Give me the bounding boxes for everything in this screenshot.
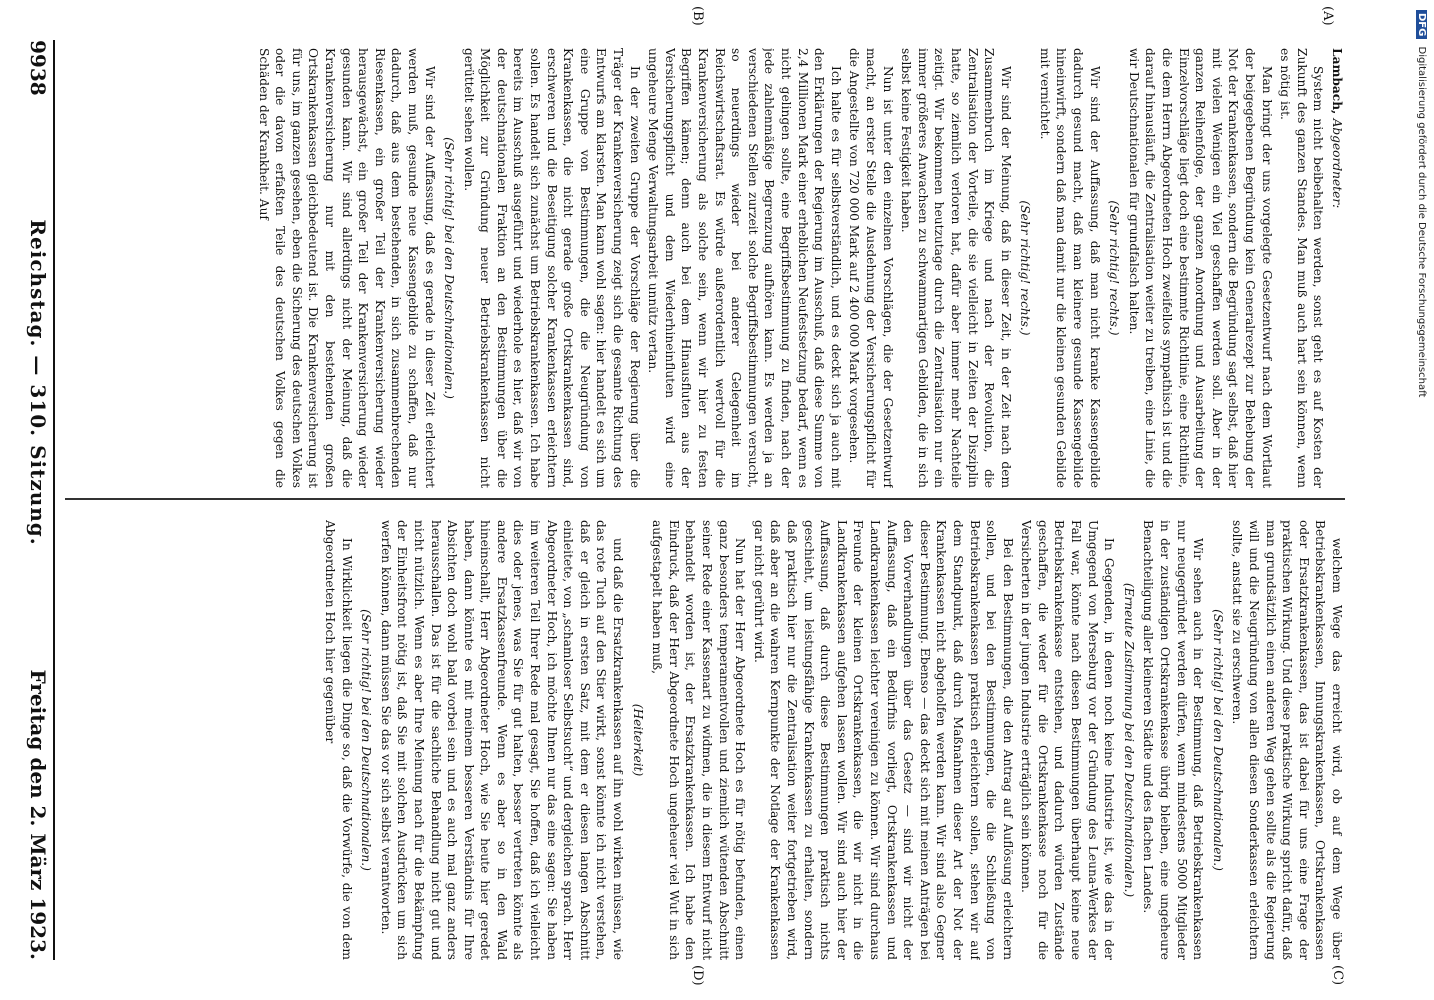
interjection: (Heiterkeit) (630, 703, 645, 777)
margin-marker-b: (B) (690, 6, 705, 26)
paragraph: Ich halte es für selbstverständlich, und es deckt sich ja auch mit den Erklärungen der Regierung im Ausschuß, daß diese Summe von 2,4 Millionen Mark einer erheblichen Neufestsetzung bedarf, wenn es nicht gelingen sollte, eine Begriffsbestimmung zu finden, nach der jede zahlenmäßige Begrenzung aufhören kann. Es werden ja an verschiedenen Stellen zurzeit solche Begriffsbestimmungen versucht, so neuerdings wieder bei anderer Gelegenheit im Reichswirtschaftsrat. Es würde außerordentlich wertvoll für die Krankenversicherung als solche sein, wenn wir hier zu festen Begriffen kämen; denn auch bei dem Hinausfluten aus der Versicherungspflicht und dem Wiederhineinfluten wird eine ungeheure Menge Verwaltungsarbeit unnütz vertan. (646, 48, 843, 488)
paragraph: welchem Wege das erreicht wird, ob auf dem Wege über Betriebskrankenkassen, Innungskrankenkassen, Ortskrankenkassen oder Ersatzkrankenkassen, das ist dabei für uns eine Frage der praktischen Wirkung. Und diese praktische Wirkung spricht dafür, daß man grundsätzlich einen anderen Weg gehen sollte als die Regierung will und die Neugründung von allen diesen Sonderkassen erleichtern sollte, anstatt sie zu erschweren. (1230, 520, 1344, 960)
side-credit (1413, 10, 1431, 990)
speaker-line (1328, 48, 1345, 488)
right-text-column (65, 520, 1345, 960)
margin-marker-d: (D) (690, 965, 705, 986)
page-header (23, 40, 55, 960)
paragraph: Nun hat der Herr Abgeordnete Hoch es für nötig befunden, einen ganz besonders temperamentvollen und ziemlich wütenden Abschnitt seiner Rede einer Kassenart zu widmen, die in diesem Entwurf nicht behandelt worden ist, der Ersatzkrankenkassen. Ich habe den Eindruck, daß der Herr Abgeordnete Hoch ungeheuer viel Wut in sich aufgestapelt haben muß, (650, 520, 748, 960)
margin-marker-a: (A) (1320, 6, 1335, 26)
page-number: 9938 (26, 40, 50, 96)
paragraph: und daß die Ersatzkrankenkassen auf ihn wohl wirken müssen, wie das rote Tuch auf den Stier wirkt, sonst könnte ich nicht verstehen, daß er gleich in ersten Satz, mit dem er diesen langen Abschnitt einleitete, von „schamloser Selbstsucht“ und dergleichen sprach. Herr Abgeordneter Hoch, ich möchte Ihnen nur das eine sagen: Sie haben im weiteren Teil Ihrer Rede mal gesagt, Sie hoffen, daß ich vielleicht dies oder jenes, was Sie für gut halten, besser vertreten könnte als andere Ersatzkassenfreunde. Wenn es aber so in den Wald hineinschallt, Herr Abgeordneter Hoch, wie Sie heute hier geredet haben, dann könnte es mit meinem besseren Verständnis für Ihre Absichten doch wohl bald vorbei sein und es auch mal ganz anders herausschallen. Das ist für die sachliche Behandlung nicht gut und nicht nützlich. Wenn es aber Ihre Meinung nach für die Bekämpfung der Einheitsfront nötig ist, daß Sie mit solchen Ausdrücken um sich werfen können, dann müssen Sie das vor sich selbst verantworten. (378, 520, 626, 960)
interjection: (Sehr richtig! bei den Deutschnationalen.) (359, 609, 374, 871)
paragraph: In Gegenden, in denen noch keine Industrie ist, wie das in der Umgegend von Merseburg vor der Gründung des Leuna-Werkes der Fall war, könnte nach diesen Bestimmungen überhaupt keine neue Betriebskrankenkasse entstehen, und dadurch würden Zustände geschaffen, die weder für die Ortskrankenkasse noch für die Versicherten in der jungen Industrie erträglich sein können. (1019, 520, 1117, 960)
interjection: (Erneute Zustimmung bei den Deutschnationalen.) (1121, 582, 1136, 898)
paragraph: Bei den Bestimmungen, die den Antrag auf Auflösung erleichtern sollen, und bei den Bestimmungen, die die Schließung von Betriebskrankenkassen praktisch erleichtern sollen, stehen wir auf dem Standpunkt, daß durch Maßnahmen dieser Art der Not der Krankenkassen nicht abgeholfen werden kann. Wir sind also Gegner dieser Bestimmung. Ebenso — das deckt sich mit meinen Anträgen bei den Vorverhandlungen über das Gesetz — sind wir nicht der Auffassung, daß ein Bedürfnis vorliegt, Ortskrankenkassen und Landkrankenkassen leichter vereinigen zu können. Wir sind durchaus Freunde der kleinen Ortskrankenkassen, die wir nicht in die Landkrankenkassen aufgehen lassen wollen. Wir sind auch hier der Auffassung, daß durch diese Bestimmungen praktisch nichts geschieht, um leistungsfähige Krankenkassen zu erhalten, sondern daß praktisch hier nur die Zentralisation weiter fortgetrieben wird, daß aber an die wahren Kernpunkte der Notlage der Krankenkassen gar nicht gerührt wird. (751, 520, 1015, 960)
paragraph: Wir sind der Meinung, daß in dieser Zeit, in der Zeit nach dem Zusammenbruch im Kriege und nach der Revolution, die Zentralisation der Vorteile, die sie vielleicht in Zeiten der Disziplin hatte, so ziemlich verloren hat, dafür aber immer mehr Nachteile zeitigt. Wir bekommen heutzutage durch die Zentralisation nur ein immer größeres Anwachsen zu schwammartigen Gebilden, die in sich selbst keine Festigkeit haben. (899, 48, 1013, 488)
speaker-name: Lambach, (1330, 48, 1344, 115)
page-date: Freitag den 2. März 1923. (26, 669, 50, 960)
paragraph: Wir sind der Auffassung, daß man nicht kranke Kassengebilde dadurch gesund macht, daß man kleinere gesunde Kassengebilde hineinwirft, sondern daß man damit nur die kleinen gesunden Gebilde mit vernichtet. (1037, 48, 1102, 488)
paragraph: Wir sehen auch in der Bestimmung, daß Betriebskrankenkassen nur neugegründet werden dürfen, wenn mindestens 5000 Mitglieder in der zuständigen Ortskrankenkasse übrig bleiben, eine ungeheure Benachteiligung aller kleineren Städte und des flachen Landes. (1141, 520, 1206, 960)
interjection: (Sehr richtig! bei den Deutschnationalen.) (442, 137, 457, 399)
paragraph: In Wirklichkeit liegen die Dinge so, daß die Vorwürfe, die von dem Abgeordneten Hoch hier gegenüber (322, 520, 354, 960)
page-title: Reichstag. — 310. Sitzung. (26, 219, 50, 546)
column-divider (65, 498, 1345, 500)
paragraph: System nicht beibehalten werden, sonst geht es auf Kosten der Zukunft des ganzen Standes. Man muß auch hart sein können, wenn es nötig ist. (1278, 48, 1326, 488)
left-text-column (65, 48, 1345, 488)
interjection: (Sehr richtig! rechts.) (1018, 200, 1033, 336)
paragraph: Wir sind der Auffassung, daß es gerade in dieser Zeit erleichtert werden muß, gesunde neue Kassengebilde zu schaffen, daß nur dadurch, daß aus dem bestehenden, in sich zusammenbrechenden Riesenkassen, ein großer Teil der Krankenversicherung wieder herausgewächst, ein großer Teil der Krankenversicherung wieder gesunden kann. Wir sind allerdings nicht der Meinung, daß die Krankenversicherung nur mit den bestehenden großen Ortskrankenkassen gleichbedeutend ist. Die Krankenversicherung ist für uns, im ganzen gesehen, eben die Sicherung des deutschen Volkes oder die davon erfaßten Teile des deutschen Volkes gegen die Schäden der Krankheit. Auf (256, 48, 437, 488)
margin-marker-c: (C) (1330, 965, 1345, 986)
paragraph: Nun ist unter den einzelnen Vorschlägen, die der Gesetzentwurf macht, an erster Stelle die Ausdehnung der Versicherungspflicht für die Angestellte von 720 000 Mark auf 2 400 000 Mark vorgesehen. (847, 48, 895, 488)
dfg-logo: DFG (1416, 10, 1427, 39)
credit-text: Digitalisierung gefördert durch die Deutsche Forschungsgemeinschaft (1416, 46, 1427, 398)
interjection: (Sehr richtig! rechts.) (1107, 200, 1122, 336)
paragraph: In der zweiten Gruppe der Vorschläge der Regierung über die Träger der Krankenversicherung zeigt sich die gesamte Richtung des Entwurfs am klarsten. Man kann wohl sagen: hier handelt es sich um eine Gruppe von Bestimmungen, die die Neugründung von Krankenkassen, die nicht gerade große Ortskrankenkassen sind, erschweren und die Beseitigung solcher Krankenkassen erleichtern sollen. Es handelt sich zunächst um Betriebskrankenkassen. Ich habe bereits im Ausschuß ausgeführt und wiederhole es hier, daß wir von der deutschnationalen Fraktion an den Bestimmungen über die Möglichkeit zur Gründung neuer Betriebskrankenkassen nicht gerüttelt sehen wollen. (461, 48, 642, 488)
paragraph: Man bringt der uns vorgelegte Gesetzentwurf nach dem Wortlaut der beigegebenen Begründung kein Generalrezept zur Behebung der Not der Krankenkassen, sondern die Begründung sagt selbst, daß hier mit vielen Wenigen ein Viel geschaffen werden soll. Aber in der ganzen Reihenfolge, der ganzen Anordnung und Ausarbeitung der Einzelvorschläge liegt doch eine bestimmte Richtlinie, eine Richtlinie, die dem Herrn Abgeordneten Hoch zweifellos sympathisch ist und die darauf hinausläuft, die Zentralisation weiter zu treiben, eine Linie, die wir Deutschnationalen für grundfalsch halten. (1126, 48, 1274, 488)
speaker-role: Abgeordneter: (1330, 118, 1344, 209)
interjection: (Sehr richtig! bei den Deutschnationalen.) (1210, 609, 1225, 871)
